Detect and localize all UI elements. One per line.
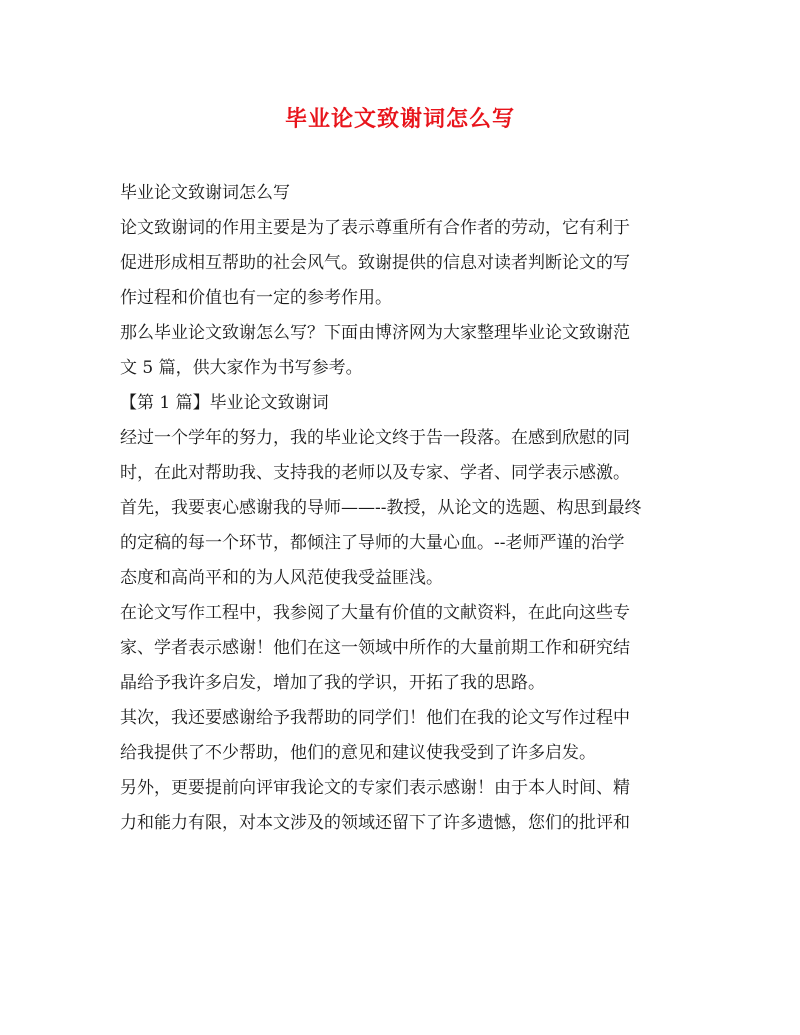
paragraph-line: 经过一个学年的努力，我的毕业论文终于告一段落。在感到欣慰的同	[120, 428, 630, 448]
paragraph-line: 晶给予我许多启发，增加了我的学识，开拓了我的思路。	[120, 673, 545, 693]
paragraph-line: 文 5 篇，供大家作为书写参考。	[120, 358, 363, 378]
paragraph-line: 首先，我要衷心感谢我的导师——--教授，从论文的选题、构思到最终	[120, 498, 642, 518]
paragraph-line: 毕业论文致谢词怎么写	[120, 183, 290, 203]
paragraph-line: 促进形成相互帮助的社会风气。致谢提供的信息对读者判断论文的写	[120, 253, 630, 273]
paragraph-line: 那么毕业论文致谢怎么写？下面由博济网为大家整理毕业论文致谢范	[120, 323, 630, 343]
paragraph-line: 其次，我还要感谢给予我帮助的同学们！他们在我的论文写作过程中	[120, 708, 630, 728]
section-heading: 【第 1 篇】毕业论文致谢词	[120, 393, 329, 413]
paragraph-line: 论文致谢词的作用主要是为了表示尊重所有合作者的劳动，它有利于	[120, 218, 630, 238]
paragraph-line: 力和能力有限，对本文涉及的领域还留下了许多遗憾，您们的批评和	[120, 813, 630, 833]
paragraph-line: 作过程和价值也有一定的参考作用。	[120, 288, 392, 308]
paragraph-line: 给我提供了不少帮助，他们的意见和建议使我受到了许多启发。	[120, 743, 596, 763]
paragraph-line: 态度和高尚平和的为人风范使我受益匪浅。	[120, 568, 443, 588]
document-body	[120, 176, 680, 841]
paragraph-line: 另外，更要提前向评审我论文的专家们表示感谢！由于本人时间、精	[120, 778, 630, 798]
paragraph-line: 在论文写作工程中，我参阅了大量有价值的文献资料，在此向这些专	[120, 603, 630, 623]
paragraph-line: 时，在此对帮助我、支持我的老师以及专家、学者、同学表示感激。	[120, 463, 630, 483]
paragraph-line: 家、学者表示感谢！他们在这一领域中所作的大量前期工作和研究结	[120, 638, 630, 658]
paragraph-line: 的定稿的每一个环节，都倾注了导师的大量心血。--老师严谨的治学	[120, 533, 625, 553]
page-title: 毕业论文致谢词怎么写	[284, 106, 515, 132]
